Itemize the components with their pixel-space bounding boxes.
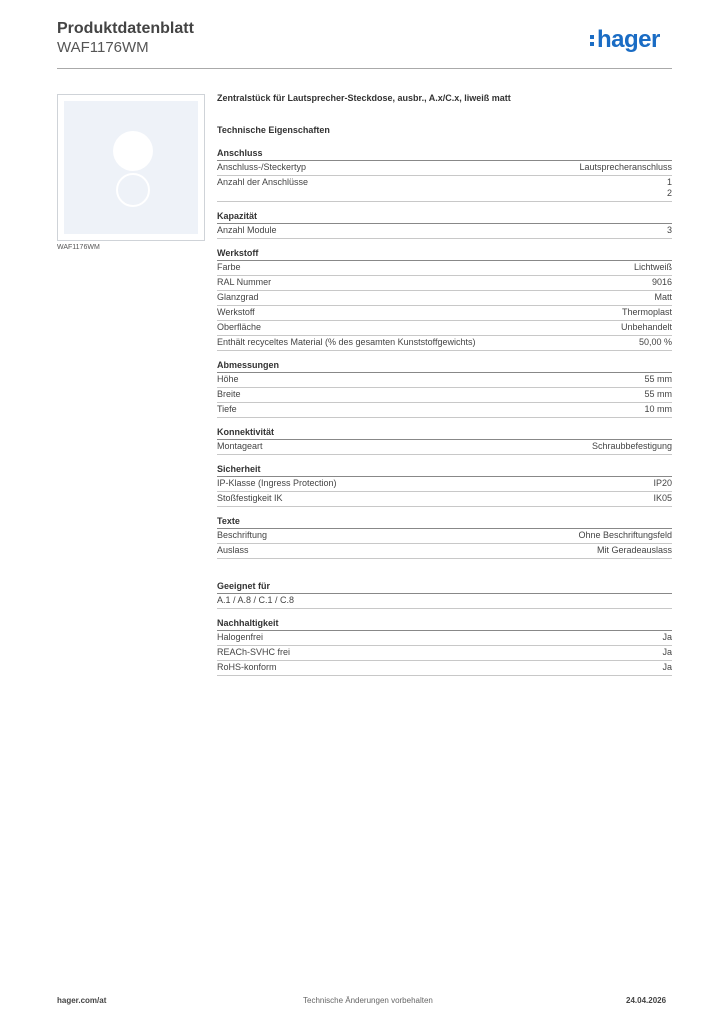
table-row (217, 492, 672, 507)
row-value: 50,00 % (638, 337, 672, 347)
row-label: Tiefe (217, 404, 237, 414)
section-geeignet (217, 581, 672, 609)
cover-plate (64, 101, 198, 234)
row-label: Anzahl Module (217, 225, 277, 235)
table-row (217, 336, 672, 351)
footer-date: 24.04.2026 (626, 996, 667, 1005)
row-label: RoHS-konform (217, 662, 277, 672)
section-title: Sicherheit (217, 464, 672, 477)
row-value: 9016 (651, 277, 672, 287)
section-anschluss (217, 148, 672, 202)
section-title: Kapazität (217, 211, 672, 224)
table-row (217, 388, 672, 403)
row-value: Matt (654, 292, 672, 302)
row-label: IP-Klasse (Ingress Protection) (217, 478, 337, 488)
row-value: 55 mm (644, 374, 672, 384)
tech-heading: Technische Eigenschaften (217, 125, 330, 135)
row-value: Lautsprecheranschluss (579, 162, 672, 172)
row-label: RAL Nummer (217, 277, 272, 287)
table-row (217, 306, 672, 321)
plate-ring-icon (116, 173, 150, 207)
table-row (217, 161, 672, 176)
product-title: Zentralstück für Lautsprecher-Steckdose, ausbr., A.x/C.x, liweiß matt (217, 93, 511, 103)
row-value (667, 177, 672, 199)
row-value: Mit Geradeauslass (596, 545, 672, 555)
section-title: Abmessungen (217, 360, 672, 373)
row-value: Ja (662, 662, 672, 672)
hager-logo (590, 26, 660, 54)
row-value: Unbehandelt (620, 322, 672, 332)
table-row (217, 321, 672, 336)
row-value: Ja (662, 647, 672, 657)
row-label: Beschriftung (217, 530, 268, 540)
row-value: Schraubbefestigung (591, 441, 672, 451)
table-row (217, 544, 672, 559)
product-image (57, 94, 205, 241)
table-row (217, 477, 672, 492)
page-title: Produktdatenblatt (57, 20, 194, 37)
table-row (217, 529, 672, 544)
table-row (217, 661, 672, 676)
row-value: Ohne Beschriftungsfeld (578, 530, 672, 540)
section-nachhaltigkeit (217, 618, 672, 676)
table-row (217, 373, 672, 388)
section-werkstoff (217, 248, 672, 351)
row-label: Auslass (217, 545, 249, 555)
table-row (217, 631, 672, 646)
row-value: 10 mm (644, 404, 672, 414)
row-label: Stoßfestigkeit IK (217, 493, 283, 503)
table-row (217, 291, 672, 306)
row-label: Halogenfrei (217, 632, 264, 642)
logo-text: hager (597, 26, 660, 53)
row-value-line: 1 (666, 177, 672, 187)
row-value: IP20 (653, 478, 672, 488)
section-title: Geeignet für (217, 581, 672, 594)
header-divider (57, 68, 672, 69)
table-row (217, 276, 672, 291)
plate-hole-icon (113, 131, 153, 171)
row-label: Breite (217, 389, 241, 399)
logo-dots-icon (590, 32, 595, 49)
section-title: Nachhaltigkeit (217, 618, 672, 631)
section-title: Texte (217, 516, 672, 529)
row-label: Höhe (217, 374, 239, 384)
row-value-line: 2 (666, 188, 672, 198)
row-label: Anzahl der Anschlüsse (217, 177, 309, 187)
table-row (217, 261, 672, 276)
table-row (217, 403, 672, 418)
section-title: Werkstoff (217, 248, 672, 261)
row-value: Lichtweiß (633, 262, 672, 272)
footer-website-link[interactable]: hager.com/at (57, 996, 107, 1005)
spec-content (217, 93, 672, 685)
row-label: Werkstoff (217, 307, 255, 317)
row-value: 55 mm (644, 389, 672, 399)
section-konnektivitaet (217, 427, 672, 455)
table-row (217, 646, 672, 661)
row-label: Enthält recyceltes Material (% des gesamten Kunststoffgewichts) (217, 337, 476, 347)
row-label: REACh-SVHC frei (217, 647, 291, 657)
section-title: Konnektivität (217, 427, 672, 440)
table-row (217, 440, 672, 455)
table-row (217, 594, 672, 609)
image-caption: WAF1176WM (57, 244, 100, 251)
section-kapazitaet (217, 211, 672, 239)
row-label: Oberfläche (217, 322, 262, 332)
section-title: Anschluss (217, 148, 672, 161)
product-number: WAF1176WM (57, 39, 149, 56)
section-abmessungen (217, 360, 672, 418)
row-value: Thermoplast (621, 307, 672, 317)
row-value: 3 (666, 225, 672, 235)
table-row (217, 224, 672, 239)
row-label: Anschluss-/Steckertyp (217, 162, 307, 172)
section-sicherheit (217, 464, 672, 507)
table-row (217, 176, 672, 202)
row-label: Montageart (217, 441, 263, 451)
row-value: IK05 (653, 493, 672, 503)
section-texte (217, 516, 672, 559)
row-label: A.1 / A.8 / C.1 / C.8 (217, 595, 295, 605)
row-value: Ja (662, 632, 672, 642)
row-label: Glanzgrad (217, 292, 259, 302)
footer-disclaimer: Technische Änderungen vorbehalten (303, 996, 433, 1005)
row-label: Farbe (217, 262, 241, 272)
